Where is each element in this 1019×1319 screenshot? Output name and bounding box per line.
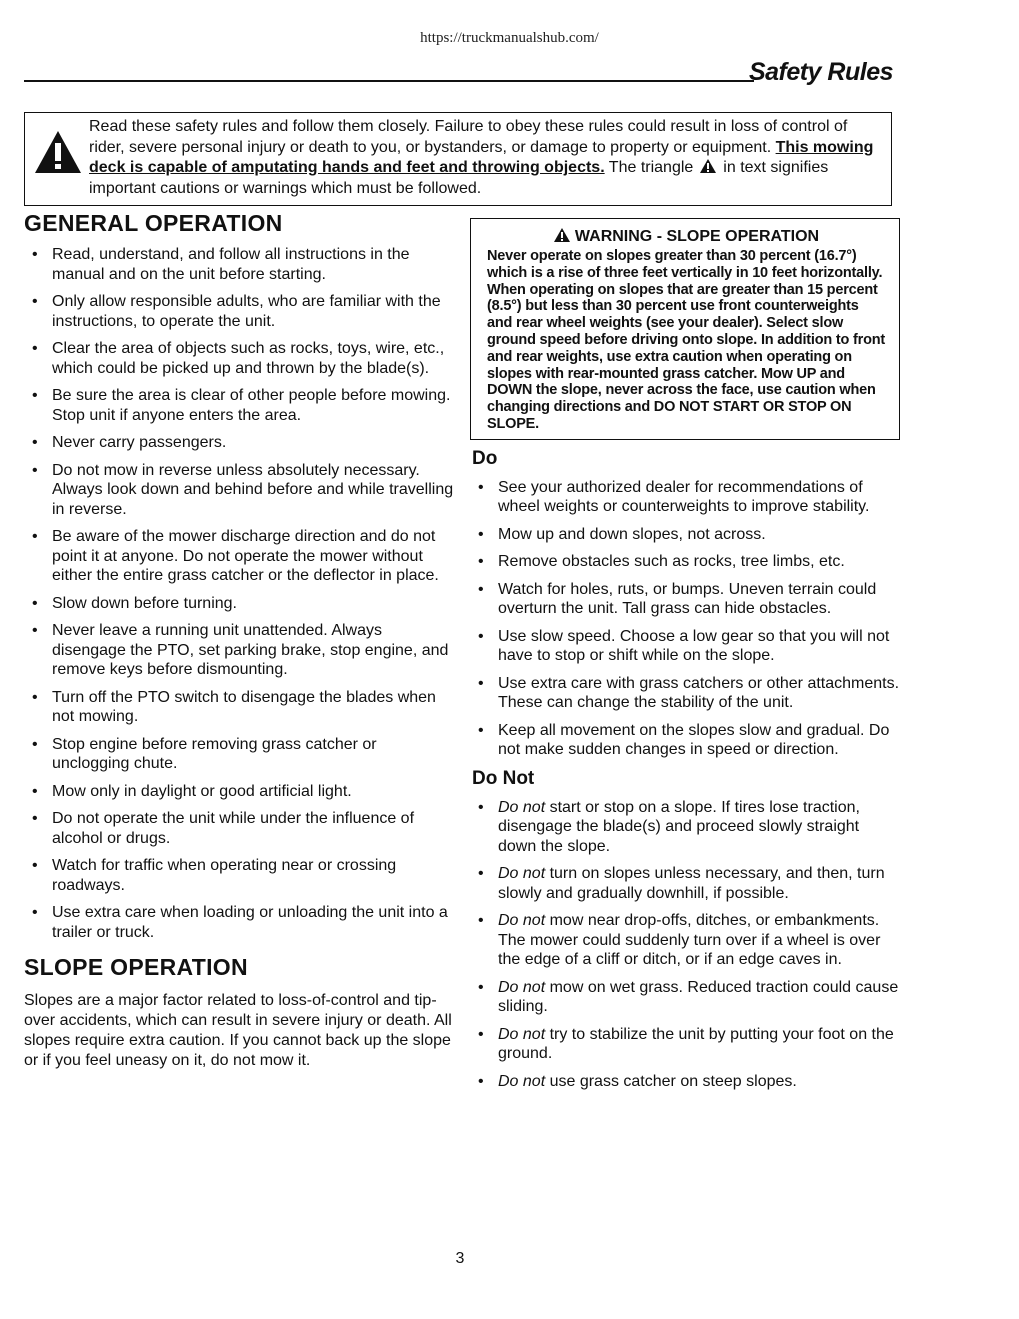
header-rule	[24, 80, 754, 82]
list-item	[470, 978, 900, 1017]
list-item-text: mow on wet grass. Reduced traction could cause sliding.	[498, 978, 899, 1016]
list-item	[470, 911, 900, 970]
list-item: • Watch for traffic when operating near or crossing roadways.	[24, 856, 454, 895]
list-item: • Use slow speed. Choose a low gear so that you will not have to stop or shift while on the slope.	[470, 627, 900, 666]
warning-body: Never operate on slopes greater than 30 percent (16.7°) which is a rise of three feet vertically in 10 feet horizontally. When operating on slopes that are greater than 15 percent (8.5°) but less than 30 percent use front counterweights and rear wheel weights (see your dealer). Select slow ground speed before driving onto slope. In addition to front and rear weights, use extra caution when operating on slopes with rear-mounted grass catcher. Mow UP and DOWN the slope, never across the face, use caution when changing directions and DO NOT START OR STOP ON SLOPE.	[487, 248, 886, 432]
list-item-text: use grass catcher on steep slopes.	[545, 1072, 797, 1090]
do-not-lead: Do not	[498, 865, 546, 883]
do-not-list	[470, 798, 900, 1092]
slope-operation-heading: SLOPE OPERATION	[24, 954, 248, 980]
list-item	[470, 798, 900, 857]
list-item: • Do not operate the unit while under the influence of alcohol or drugs.	[24, 809, 454, 848]
list-item: • Be sure the area is clear of other people before mowing. Stop unit if anyone enters the area.	[24, 386, 454, 425]
general-operation-heading: GENERAL OPERATION	[24, 210, 283, 236]
list-item: • Keep all movement on the slopes slow and gradual. Do not make sudden changes in speed or direction.	[470, 721, 900, 760]
list-item	[470, 1072, 900, 1092]
warning-title	[487, 227, 885, 246]
list-item	[470, 1025, 900, 1064]
general-operation-list	[24, 245, 454, 942]
list-item: • Clear the area of objects such as rocks, toys, wire, etc., which could be picked up and thrown by the blade(s).	[24, 339, 454, 378]
intro-text	[89, 117, 885, 199]
list-item	[470, 864, 900, 903]
intro-box	[24, 112, 892, 206]
warning-triangle-icon	[553, 227, 571, 243]
list-item: • See your authorized dealer for recommendations of wheel weights or counterweights to improve stability.	[470, 478, 900, 517]
list-item-text: turn on slopes unless necessary, and then, turn slowly and gradually downhill, if possible.	[498, 865, 885, 902]
do-not-lead: Do not	[498, 1025, 546, 1043]
list-item-text: mow near drop-offs, ditches, or embankments. The mower could suddenly turn over if a wheel is over the edge of a cliff or ditch, or if an edge caves in.	[498, 912, 881, 969]
list-item: • Never leave a running unit unattended. Always disengage the PTO, set parking brake, stop engine, and remove keys before dismounting.	[24, 621, 454, 680]
right-column	[470, 218, 900, 1099]
do-not-heading: Do Not	[472, 767, 535, 789]
do-not-lead: Do not	[498, 978, 546, 996]
do-not-lead: Do not	[498, 798, 546, 816]
list-item: • Use extra care when loading or unloading the unit into a trailer or truck.	[24, 903, 454, 942]
list-item-text: start or stop on a slope. If tires lose traction, disengage the blade(s) and proceed slowly straight down the slope.	[498, 798, 860, 855]
list-item: • Only allow responsible adults, who are familiar with the instructions, to operate the unit.	[24, 292, 454, 331]
do-not-lead: Do not	[498, 1072, 546, 1090]
list-item: • Never carry passengers.	[24, 433, 454, 453]
list-item: • Mow up and down slopes, not across.	[470, 525, 900, 545]
list-item: • Turn off the PTO switch to disengage the blades when not mowing.	[24, 688, 454, 727]
intro-underlined-warning: This mowing deck is capable of amputating hands and feet and throwing objects.	[89, 138, 874, 176]
do-heading: Do	[472, 447, 498, 469]
slope-operation-text: Slopes are a major factor related to loss-of-control and tip-over accidents, which can result in severe injury or death. All slopes require extra caution. If you cannot back up the slope or if you feel uneasy on it, do not mow it.	[24, 992, 452, 1069]
list-item-text: try to stabilize the unit by putting your foot on the ground.	[498, 1025, 894, 1063]
do-not-lead: Do not	[498, 912, 546, 930]
list-item: • Remove obstacles such as rocks, tree limbs, etc.	[470, 552, 900, 572]
list-item: • Slow down before turning.	[24, 594, 454, 614]
do-list	[470, 478, 900, 760]
intro-part3: in text signifies important cautions or warnings which must be followed.	[89, 159, 829, 197]
slope-warning-box	[470, 218, 900, 440]
intro-part1: Read these safety rules and follow them closely. Failure to obey these rules could result in loss of control of rider, severe personal injury or death to you, or bystanders, or damage to property or equipment.	[89, 118, 848, 156]
list-item: • Be aware of the mower discharge direction and do not point it at anyone. Do not operate the mower without either the entire grass catcher or the deflector in place.	[24, 527, 454, 586]
list-item: • Do not mow in reverse unless absolutely necessary. Always look down and behind before and while travelling in reverse.	[24, 461, 454, 520]
list-item: • Read, understand, and follow all instructions in the manual and on the unit before starting.	[24, 245, 454, 284]
warning-triangle-icon	[699, 158, 717, 174]
left-column	[24, 210, 454, 1071]
source-url: https://truckmanualshub.com/	[420, 30, 599, 46]
warning-triangle-icon	[33, 129, 83, 175]
warning-title-text: WARNING - SLOPE OPERATION	[574, 228, 820, 245]
list-item: • Watch for holes, ruts, or bumps. Uneven terrain could overturn the unit. Tall grass can hide obstacles.	[470, 580, 900, 619]
list-item: • Mow only in daylight or good artificial light.	[24, 782, 454, 802]
intro-part2: The triangle	[604, 159, 694, 176]
page-title: Safety Rules	[748, 58, 893, 86]
list-item: • Stop engine before removing grass catcher or unclogging chute.	[24, 735, 454, 774]
list-item: • Use extra care with grass catchers or other attachments. These can change the stability of the unit.	[470, 674, 900, 713]
page-number: 3	[455, 1250, 465, 1267]
